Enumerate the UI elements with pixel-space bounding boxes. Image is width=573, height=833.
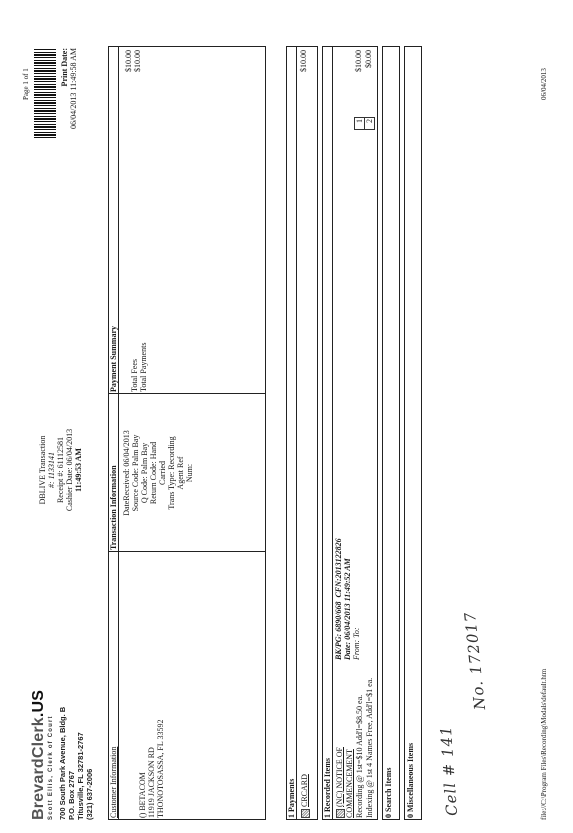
payment-amount: $10.00 [299, 50, 308, 72]
payment-summary-header: Payment Summary [109, 326, 118, 392]
recorded-item-icon[interactable] [336, 809, 345, 818]
indexing-line: Indexing @ 1st 4 Names Free, Add'l=$1 ea. [365, 677, 374, 818]
recorded-item-meta [334, 440, 361, 660]
search-items-box [382, 46, 400, 820]
payment-summary-values [124, 50, 142, 130]
payment-row[interactable] [300, 774, 310, 818]
info-table-divider [108, 551, 266, 552]
misc-items-box [404, 46, 422, 820]
address-line: P.O. Box 2767 [67, 770, 76, 820]
transaction-lines [122, 398, 194, 548]
customer-line: 11919 JACKSON RD [147, 747, 156, 818]
total-fees-label: Total Fees [130, 359, 139, 392]
indexing-qty: 2 [364, 117, 375, 130]
payment-detail-icon[interactable] [301, 809, 310, 818]
recording-line: Recording @ 1st=$10 Add'l=$8.50 ea. [355, 694, 364, 818]
transaction-line: DateReceived: 06/04/2013 [122, 430, 131, 516]
payments-box [286, 46, 318, 820]
handwritten-note: Cell # 141 [436, 724, 462, 817]
transaction-line: Num: [185, 463, 194, 483]
total-payments-value: $10.00 [133, 50, 142, 72]
recorded-items-header: 1 Recorded Items [323, 758, 332, 818]
recording-amount: $10.00 [354, 50, 363, 72]
customer-line: () BETACOM [138, 772, 147, 818]
recorded-item-title[interactable] [335, 747, 354, 818]
customer-lines [138, 720, 165, 818]
cashier-time: 11:49:53 AM [74, 448, 83, 492]
transaction-info-header: Transaction Information [109, 465, 118, 550]
print-date-label: Print Date: [60, 48, 69, 87]
total-fees-value: $10.00 [124, 50, 133, 72]
cashier-date: Cashier Date: 06/04/2013 [65, 428, 74, 512]
transaction-line: Q Code: Palm Bay [140, 442, 149, 504]
barcode-icon [34, 48, 56, 138]
customer-info-header: Customer Information [109, 746, 118, 818]
logo-suffix: .US [30, 689, 47, 718]
info-table-divider [108, 393, 266, 394]
recorded-item-link[interactable]: (NC) NOTICE OF [335, 747, 344, 807]
transaction-line: Agent Ref [176, 456, 185, 490]
address-line: (321) 637-2006 [85, 768, 94, 820]
search-items-header: 0 Search Items [384, 767, 393, 818]
payment-method-link[interactable]: CRCARD [300, 774, 309, 807]
footer-path: file://C:\Program Files\Recording\Modals\default.htm [540, 668, 548, 820]
recorded-item-link-line2[interactable]: COMMENCEMENT [344, 749, 354, 818]
payments-header: 1 Payments [287, 778, 296, 818]
page-label: Page 1 of 1 [22, 68, 30, 100]
recording-qty: 1 [354, 117, 365, 130]
handwritten-note: No. 172017 [460, 610, 490, 711]
payment-summary-fees [130, 262, 148, 392]
total-payments-label: Total Payments [139, 342, 148, 392]
indexing-amount: $0.00 [364, 50, 373, 68]
receipt-page [20, 40, 560, 830]
logo-subtitle: Scott Ellis, Clerk of Court [48, 715, 54, 820]
recorded-items-header-rule [332, 46, 333, 820]
receipt-number: Receipt #: 61112581 [56, 436, 65, 504]
transaction-number: #: 1133141 [47, 451, 56, 489]
brevard-clerk-logo [30, 690, 48, 820]
info-table-header-rule [118, 46, 119, 820]
transaction-line: Source Code: Palm Bay [131, 434, 140, 512]
print-date-value: 06/04/2013 11:49:58 AM [69, 48, 78, 130]
transaction-line: Carried [158, 461, 167, 485]
payments-header-rule [296, 46, 297, 820]
transaction-title: DBLIVE Transaction [38, 435, 47, 505]
transaction-line: Return Code: Hand [149, 441, 158, 505]
footer-date: 06/04/2013 [540, 68, 548, 100]
recorded-date: Date: 06/04/2013 11:49:52 AM [343, 558, 352, 660]
transaction-line: Trans Type: Recording [167, 436, 176, 510]
logo-brand: BrevardClerk [30, 717, 47, 820]
address-line: Titusville, FL 32781-2767 [76, 732, 85, 820]
cfn-number: CFN:2013122826 [334, 538, 343, 598]
book-page: BK/PG: 6890/668 [334, 601, 343, 660]
print-date [60, 48, 78, 200]
misc-items-header: 0 Miscellaneous Items [406, 742, 415, 818]
customer-line: THONOTOSASSA, FL 33592 [156, 719, 165, 818]
clerk-address [58, 707, 94, 820]
receipt-header [38, 400, 83, 540]
from-to: From: To: [352, 627, 361, 660]
address-line: 700 South Park Avenue, Bldg. B [58, 706, 67, 820]
